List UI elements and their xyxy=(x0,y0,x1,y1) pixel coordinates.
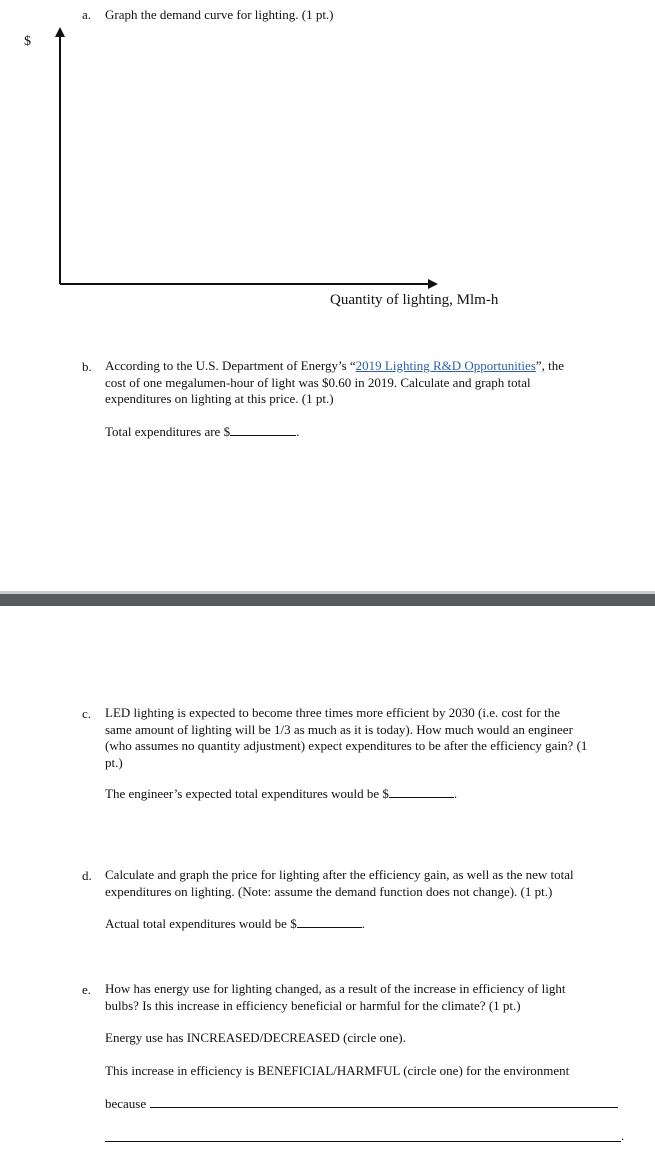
part-b-answer-blank[interactable] xyxy=(230,424,296,436)
part-c-line-3: (who assumes no quantity adjustment) expect expenditures to be after the efficiency gain? (1 xyxy=(105,738,588,753)
part-c-line-2: same amount of lighting will be 1/3 as much as it is today). How much would an engineer xyxy=(105,721,573,737)
part-c-answer-label: The engineer’s expected total expenditures would be $ xyxy=(105,786,389,801)
part-d-answer-label: Actual total expenditures would be $ xyxy=(105,916,297,931)
page-break-divider xyxy=(0,594,655,606)
part-d-line-1: Calculate and graph the price for lighting after the efficiency gain, as well as the new total xyxy=(105,867,574,882)
part-d-answer-end: . xyxy=(361,916,365,931)
part-b-answer-label: Total expenditures are $ xyxy=(105,424,231,439)
part-c-marker: c. xyxy=(82,706,92,721)
part-b-question xyxy=(105,358,645,408)
part-b-text-after: ”, the xyxy=(535,358,565,373)
part-b-line-1 xyxy=(105,358,645,375)
because-answer-line[interactable] xyxy=(150,1107,618,1108)
part-e-marker: e. xyxy=(82,982,92,997)
doe-report-link[interactable]: 2019 Lighting R&D Opportunities xyxy=(355,358,536,373)
part-b-line-2: cost of one megalumen-hour of light was $0.60 in 2019. Calculate and graph total xyxy=(105,374,531,390)
part-e-line-2: bulbs? Is this increase in efficiency beneficial or harmful for the climate? (1 pt.) xyxy=(105,997,521,1013)
part-d-answer xyxy=(105,916,365,933)
part-c-line-4: pt.) xyxy=(105,754,123,770)
because-answer-line-2[interactable] xyxy=(105,1141,621,1142)
x-axis-label: Quantity of lighting, Mlm-h xyxy=(330,292,499,308)
part-c-question xyxy=(105,705,645,771)
part-c-answer-end: . xyxy=(453,786,458,801)
part-a-marker: a. xyxy=(82,7,92,22)
part-c-answer xyxy=(105,786,457,803)
because-label: because xyxy=(105,1096,147,1111)
demand-graph-axes xyxy=(0,0,655,320)
part-a-question: Graph the demand curve for lighting. (1 pt.) xyxy=(105,7,334,22)
part-e-question xyxy=(105,981,645,1014)
part-d-line-2: expenditures on lighting. (Note: assume the demand function does not change). (1 pt.) xyxy=(105,883,553,899)
part-b-answer xyxy=(105,424,299,441)
part-b-answer-end: . xyxy=(296,424,300,439)
part-c-line-1: LED lighting is expected to become three times more efficient by 2030 (i.e. cost for the xyxy=(105,705,560,720)
part-b-line-3: expenditures on lighting at this price. (1 pt.) xyxy=(105,391,334,406)
y-axis-label: $ xyxy=(24,34,31,49)
energy-use-statement: Energy use has INCREASED/DECREASED (circle one). xyxy=(105,1030,406,1045)
part-d-answer-blank[interactable] xyxy=(297,916,362,928)
part-c-answer-blank[interactable] xyxy=(389,786,454,798)
part-e-line-1: How has energy use for lighting changed, as a result of the increase in efficiency of light xyxy=(105,981,566,996)
part-b-text-before: According to the U.S. Department of Energy’s “ xyxy=(105,358,356,373)
part-b-marker: b. xyxy=(82,359,92,374)
efficiency-statement: This increase in efficiency is BENEFICIAL/HARMFUL (circle one) for the environment xyxy=(105,1063,570,1078)
part-d-question xyxy=(105,867,645,900)
because-end-period: . xyxy=(621,1128,625,1143)
part-d-marker: d. xyxy=(82,868,92,883)
